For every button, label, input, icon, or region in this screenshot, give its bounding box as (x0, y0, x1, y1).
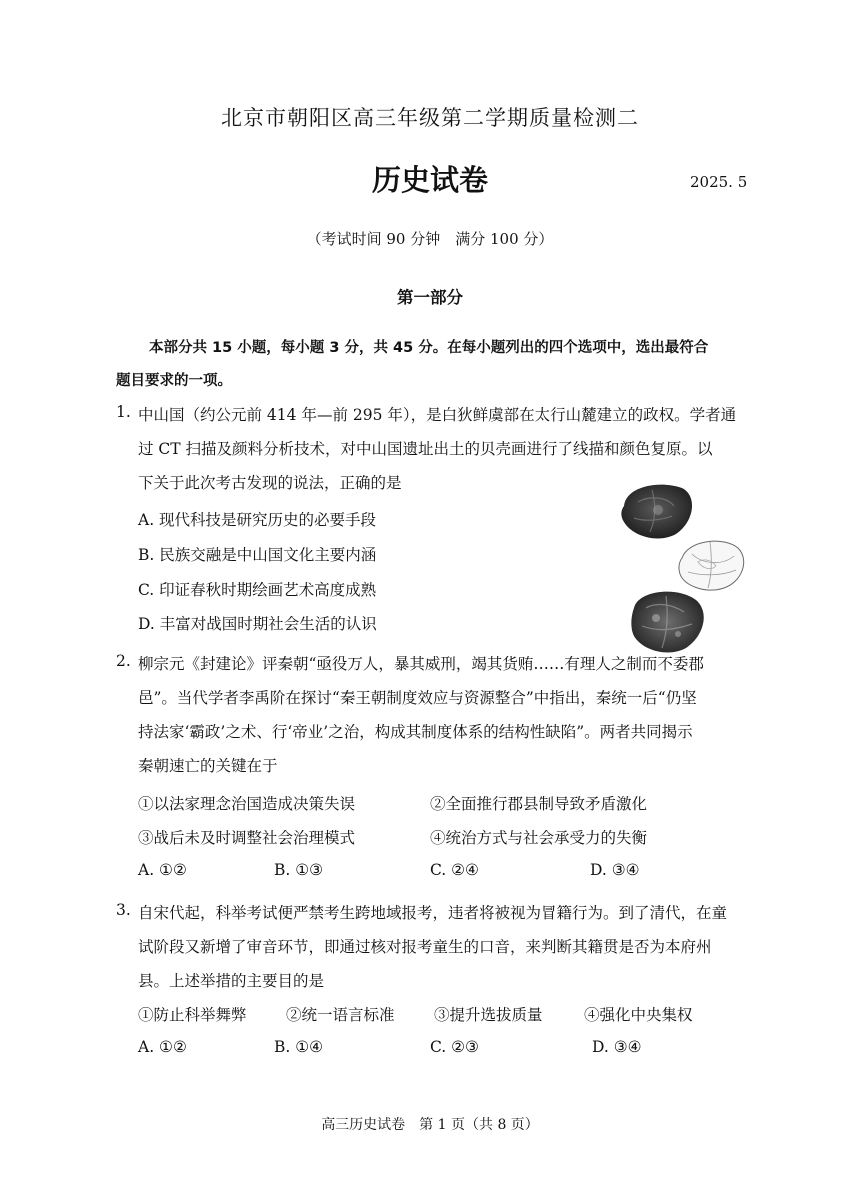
q3-item-4: ④强化中央集权 (584, 1006, 693, 1024)
q1-option-b: B. 民族交融是中山国文化主要内涵 (138, 546, 377, 564)
subject-title: 历史试卷 (371, 163, 488, 197)
q2-choice-c: C. ②④ (430, 861, 479, 879)
q3-choice-d: D. ③④ (592, 1038, 642, 1056)
q1-option-d: D. 丰富对战国时期社会生活的认识 (138, 615, 377, 633)
q2-stem-line: 秦朝速亡的关键在于 (138, 757, 278, 775)
q1-option-a: A. 现代科技是研究历史的必要手段 (138, 511, 377, 529)
section-instructions-line1: 本部分共 15 小题，每小题 3 分，共 45 分。在每小题列出的四个选项中，选出最符合 (149, 340, 709, 356)
shell-paintings-image (612, 478, 752, 678)
exam-date: 2025. 5 (690, 173, 748, 191)
q3-item-3: ③提升选拔质量 (434, 1006, 543, 1024)
page-footer: 高三历史试卷 第 1 页（共 8 页） (321, 1117, 539, 1133)
exam-title: 北京市朝阳区高三年级第二学期质量检测二 (221, 106, 639, 130)
q2-item-2: ②全面推行郡县制导致矛盾激化 (430, 795, 648, 813)
shell-line-drawing (679, 541, 744, 590)
q3-stem-line: 自宋代起，科举考试便严禁考生跨地域报考，违者将被视为冒籍行为。到了清代，在童 (138, 904, 728, 922)
q3-item-1: ①防止科举舞弊 (138, 1006, 247, 1024)
q3-choice-a: A. ①② (138, 1038, 187, 1056)
q3-number: 3. (116, 901, 131, 919)
q3-choice-b: B. ①④ (274, 1038, 324, 1056)
q2-item-1: ①以法家理念治国造成决策失误 (138, 795, 356, 813)
q2-stem-line: 邑”。当代学者李禹阶在探讨“秦王朝制度效应与资源整合”中指出，秦统一后“仍坚 (138, 689, 697, 707)
q3-choice-c: C. ②③ (430, 1038, 479, 1056)
q1-stem-line: 中山国（约公元前 414 年—前 295 年），是白狄鲜虞部在太行山麓建立的政权。学者通 (138, 406, 737, 424)
q2-stem-line: 持法家‘霸政’之术、行‘帝业’之治，构成其制度体系的结构性缺陷”。两者共同揭示 (138, 723, 693, 741)
shell-dark-bottom (631, 592, 703, 653)
exam-info: （考试时间 90 分钟 满分 100 分） (306, 230, 554, 248)
q2-choice-a: A. ①② (138, 861, 187, 879)
section-instructions-line2: 题目要求的一项。 (116, 373, 232, 389)
section-title: 第一部分 (397, 288, 463, 307)
q3-stem-line: 试阶段又新增了审音环节，即通过核对报考童生的口音，来判断其籍贯是否为本府州 (138, 938, 712, 956)
q2-choice-b: B. ①③ (274, 861, 324, 879)
q3-stem-line: 县。上述举措的主要目的是 (138, 972, 325, 990)
q2-choice-d: D. ③④ (590, 861, 640, 879)
q2-stem-line: 柳宗元《封建论》评秦朝“亟役万人，暴其威刑，竭其货贿……有理人之制而不委郡 (138, 655, 704, 673)
q1-stem-line: 过 CT 扫描及颜料分析技术，对中山国遗址出土的贝壳画进行了线描和颜色复原。以 (138, 440, 713, 458)
q2-item-3: ③战后未及时调整社会治理模式 (138, 829, 356, 847)
q1-option-c: C. 印证春秋时期绘画艺术高度成熟 (138, 581, 377, 599)
shell-dark-top (621, 485, 692, 539)
q2-number: 2. (116, 652, 131, 670)
q2-item-4: ④统治方式与社会承受力的失衡 (430, 829, 648, 847)
q1-number: 1. (116, 403, 131, 421)
q1-stem-line: 下关于此次考古发现的说法，正确的是 (138, 474, 402, 492)
q3-item-2: ②统一语言标准 (286, 1006, 395, 1024)
